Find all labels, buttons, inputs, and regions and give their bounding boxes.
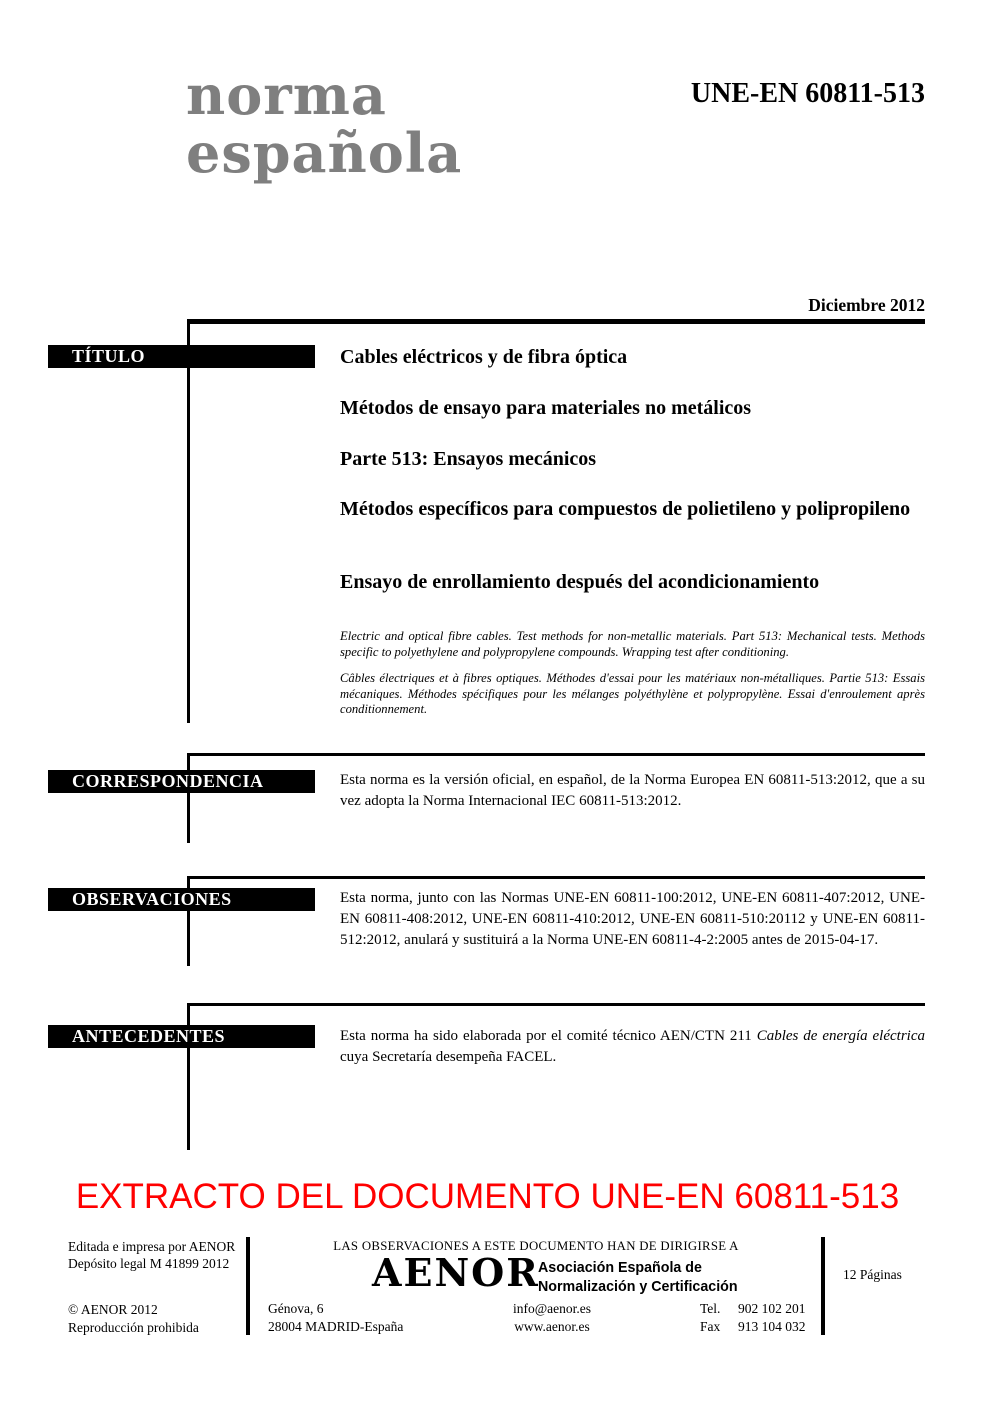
issue-date: Diciembre 2012 [808, 295, 925, 315]
footer-copyright-line-2: Reproducción prohibida [68, 1320, 199, 1335]
antecedentes-label: ANTECEDENTES [48, 1025, 315, 1048]
footer-address-line-2: 28004 MADRID-España [268, 1319, 404, 1334]
antecedentes-text-before: Esta norma ha sido elaborada por el comité técnico AEN/CTN 211 [340, 1028, 757, 1044]
observaciones-rule [187, 876, 925, 879]
title-line-1: Cables eléctricos y de fibra óptica [340, 346, 628, 368]
footer-fax [700, 1318, 806, 1335]
correspondencia-text: Esta norma es la versión oficial, en español, de la Norma Europea EN 60811-513:2012, que a su vez adopta la Norma Internacional IEC 60811-513:2012. [340, 772, 925, 809]
abstract-french: Câbles électriques et à fibres optiques. Méthodes d'essai pour les matériaux non-métalliques. Partie 513: Essais mécaniques. Méthodes spécifiques pour les mélanges polyéthylène et polypropylène. Essai d'enroulement après conditionnement. [340, 671, 925, 716]
aenor-org-line-2: Normalización y Certificación [538, 1278, 738, 1295]
observaciones-text: Esta norma, junto con las Normas UNE-EN 60811-100:2012, UNE-EN 60811-407:2012, UNE-EN 60811-408:2012, UNE-EN 60811-410:2012, UNE-EN 60811-510:20112 y UNE-EN 60811-512:2012, anulará y sustituirá a la Norma UNE-EN 60811-4-2:2005 antes de 2015-04-17. [340, 890, 925, 948]
antecedentes-rule [187, 1003, 925, 1006]
antecedentes-text-after: cuya Secretaría desempeña FACEL. [340, 1049, 557, 1065]
titulo-vline [187, 320, 190, 723]
fax-label: Fax [700, 1319, 721, 1334]
correspondencia-label: CORRESPONDENCIA [48, 770, 315, 793]
title-line-2: Métodos de ensayo para materiales no metálicos [340, 397, 752, 419]
fax-value: 913 104 032 [738, 1319, 806, 1334]
footer-notice: LAS OBSERVACIONES A ESTE DOCUMENTO HAN DE DIRIGIRSE A [333, 1239, 739, 1253]
extract-banner: EXTRACTO DEL DOCUMENTO UNE-EN 60811-513 [75, 1177, 900, 1216]
telephone-value: 902 102 201 [738, 1301, 806, 1316]
antecedentes-text-italic: Cables de energía eléctrica [756, 1028, 925, 1044]
footer-telephone [700, 1300, 806, 1317]
footer-website: www.aenor.es [514, 1319, 590, 1334]
aenor-org-line-1: Asociación Española de [538, 1259, 702, 1276]
antecedentes-text [340, 1026, 925, 1068]
brand-line-1: norma [186, 63, 387, 127]
footer-edited-line-2: Depósito legal M 41899 2012 [68, 1256, 230, 1271]
abstract-english: Electric and optical fibre cables. Test methods for non-metallic materials. Part 513: Mechanical tests. Methods specific to polyethylene and polypropylene compounds. Wrapping test after conditioning. [340, 629, 925, 659]
header-rule [187, 319, 925, 324]
aenor-org-name [538, 1258, 738, 1296]
footer-page-count: 12 Páginas [843, 1267, 902, 1282]
title-line-4: Métodos específicos para compuestos de polietileno y polipropileno [340, 498, 911, 520]
title-line-3: Parte 513: Ensayos mecánicos [340, 448, 597, 470]
brand-line-2: española [186, 121, 463, 185]
footer-edited-line-1: Editada e impresa por AENOR [68, 1239, 236, 1254]
title-line-5: Ensayo de enrollamiento después del acondicionamiento [340, 571, 820, 593]
aenor-logo: AENOR [372, 1250, 540, 1295]
telephone-label: Tel. [700, 1301, 721, 1316]
footer-email: info@aenor.es [512, 1301, 592, 1316]
correspondencia-rule [187, 753, 925, 756]
document-code: UNE-EN 60811-513 [690, 78, 925, 109]
footer-address-line-1: Génova, 6 [268, 1301, 324, 1316]
correspondencia-vline [187, 753, 190, 843]
titulo-label: TÍTULO [48, 345, 315, 368]
observaciones-label: OBSERVACIONES [48, 888, 315, 911]
footer-copyright-line-1: © AENOR 2012 [68, 1302, 158, 1317]
brand-logo [186, 63, 463, 185]
